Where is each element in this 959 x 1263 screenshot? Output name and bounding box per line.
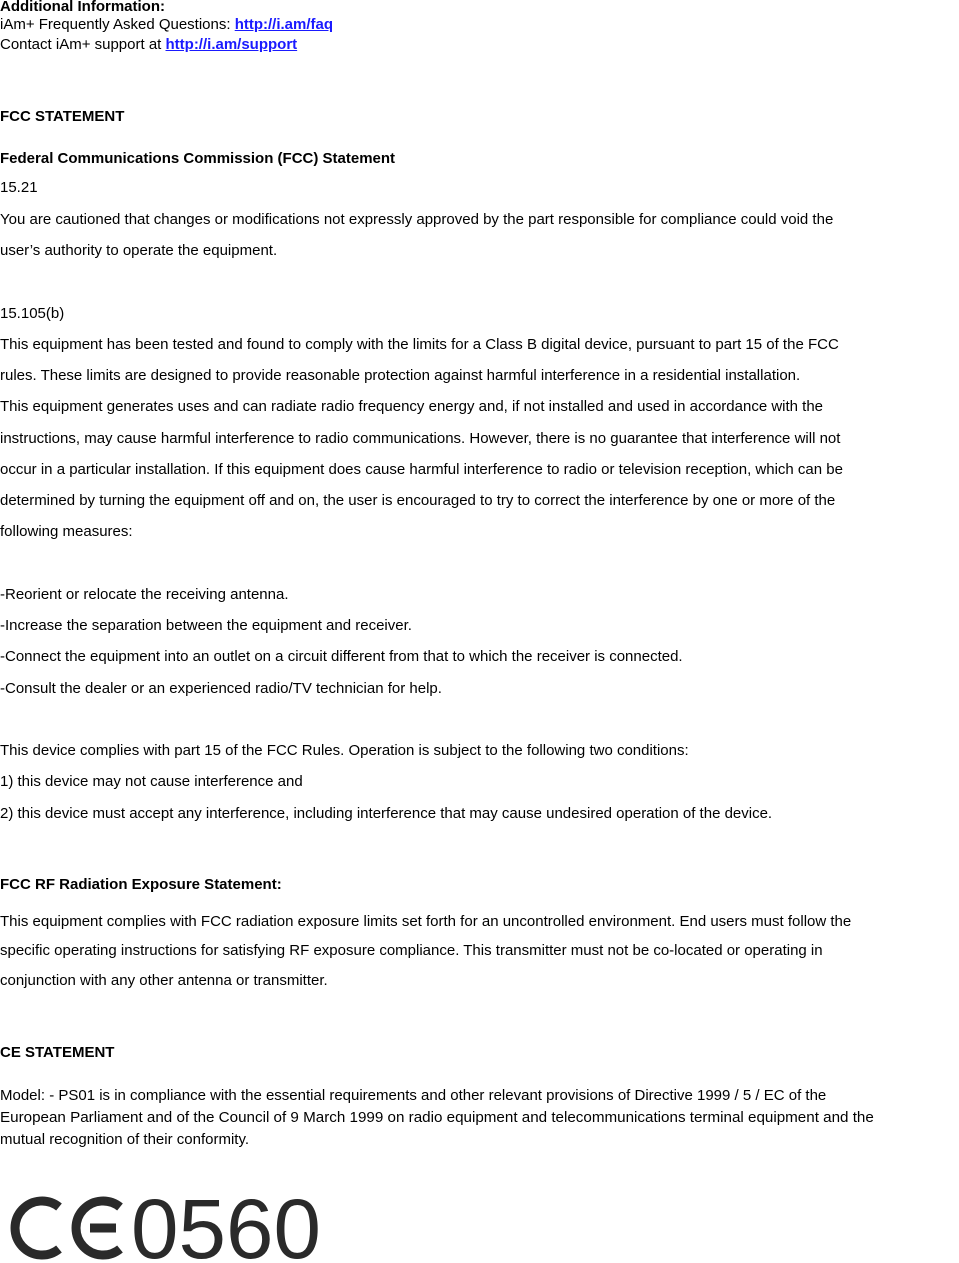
condition-1: 1) this device may not cause interference and <box>0 773 303 790</box>
faq-line <box>0 16 333 34</box>
ce-line: Model: - PS01 is in compliance with the essential requirements and other relevant provisions of Directive 1999 / 5 / EC of the <box>0 1087 827 1104</box>
rf-heading: FCC RF Radiation Exposure Statement: <box>0 876 282 893</box>
fcc-para-line: This equipment has been tested and found to comply with the limits for a Class B digital device, pursuant to part 15 of the FCC <box>0 336 839 353</box>
fcc-para-line: determined by turning the equipment off and on, the user is encouraged to try to correct the interference by one or more of the <box>0 492 836 509</box>
additional-info-title: Additional Information: <box>0 0 165 15</box>
fcc-para-line: following measures: <box>0 523 133 540</box>
condition-2: 2) this device must accept any interference, including interference that may cause undesired operation of the device. <box>0 805 773 822</box>
measure-item: -Consult the dealer or an experienced radio/TV technician for help. <box>0 680 442 697</box>
measure-item: -Increase the separation between the equipment and receiver. <box>0 617 412 634</box>
measure-item: -Connect the equipment into an outlet on a circuit different from that to which the receiver is connected. <box>0 648 683 665</box>
ce-heading: CE STATEMENT <box>0 1044 115 1061</box>
rule-15-105b: 15.105(b) <box>0 305 65 322</box>
ce-line: mutual recognition of their conformity. <box>0 1131 250 1148</box>
fcc-para-line: This equipment generates uses and can radiate radio frequency energy and, if not installed and used in accordance with the <box>0 398 824 415</box>
support-link[interactable]: http://i.am/support <box>165 36 298 53</box>
caution-line-1: You are cautioned that changes or modifications not expressly approved by the part responsible for compliance could void the <box>0 211 834 228</box>
ce-line: European Parliament and of the Council of 9 March 1999 on radio equipment and telecommunications terminal equipment and the <box>0 1109 874 1126</box>
measure-item: -Reorient or relocate the receiving antenna. <box>0 586 289 603</box>
conditions-intro: This device complies with part 15 of the FCC Rules. Operation is subject to the following two conditions: <box>0 742 689 759</box>
fcc-para-line: rules. These limits are designed to provide reasonable protection against harmful interference in a residential installation. <box>0 367 801 384</box>
fcc-heading: FCC STATEMENT <box>0 108 125 125</box>
rule-15-21: 15.21 <box>0 179 38 196</box>
support-label: Contact iAm+ support at <box>0 36 166 53</box>
ce-symbol-icon <box>15 1201 120 1255</box>
fcc-para-line: instructions, may cause harmful interference to radio communications. However, there is no guarantee that interference will not <box>0 430 841 447</box>
ce-notified-body-number: 0560 <box>131 1192 321 1262</box>
rf-line: conjunction with any other antenna or transmitter. <box>0 972 328 989</box>
faq-link[interactable]: http://i.am/faq <box>234 16 334 33</box>
caution-line-2: user’s authority to operate the equipment. <box>0 242 278 259</box>
rf-line: This equipment complies with FCC radiation exposure limits set forth for an uncontrolled environment. End users must follow the <box>0 913 852 930</box>
rf-line: specific operating instructions for satisfying RF exposure compliance. This transmitter must not be co-located or operating in <box>0 942 823 959</box>
ce-mark-logo <box>8 1192 328 1262</box>
fcc-subheading: Federal Communications Commission (FCC) Statement <box>0 150 396 167</box>
fcc-para-line: occur in a particular installation. If this equipment does cause harmful interference to radio or television reception, which can be <box>0 461 843 478</box>
faq-label: iAm+ Frequently Asked Questions: <box>0 16 235 33</box>
support-line <box>0 36 297 54</box>
